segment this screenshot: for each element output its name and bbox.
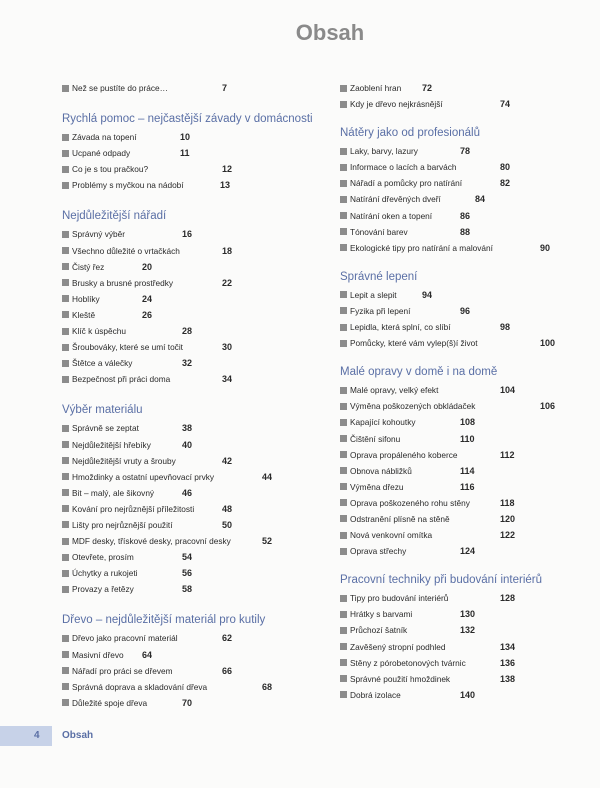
bullet-square-icon (340, 340, 347, 347)
section-heading: Malé opravy v domě i na domě (340, 366, 498, 379)
toc-entry-page-number: 118 (500, 497, 515, 508)
toc-entry-page-number: 136 (500, 657, 516, 668)
bullet-square-icon (340, 244, 347, 251)
footer-label: Obsah (62, 730, 94, 741)
toc-entry-label: Tipy pro budování interiérů (350, 593, 449, 604)
toc-entry[interactable] (340, 208, 580, 224)
toc-entry-label: Bit – malý, ale šikovný (72, 487, 155, 498)
toc-entry-page-number: 10 (180, 132, 191, 143)
bullet-square-icon (62, 473, 69, 480)
toc-entry-page-number: 20 (142, 261, 153, 272)
toc-entry-page-number: 140 (460, 689, 476, 700)
bullet-square-icon (340, 659, 347, 666)
toc-entry-page-number: 82 (500, 178, 511, 189)
toc-entry-label: Hrátky s barvami (350, 609, 413, 620)
toc-entry-page-number: 108 (460, 417, 476, 428)
toc-entry-page-number: 18 (222, 245, 233, 256)
bullet-square-icon (62, 376, 69, 383)
toc-entry[interactable] (340, 431, 580, 447)
toc-entry[interactable] (340, 479, 580, 495)
toc-entry[interactable] (340, 80, 580, 96)
toc-entry-page-number: 110 (460, 433, 475, 444)
toc-entry[interactable] (340, 527, 580, 543)
bullet-square-icon (340, 435, 347, 442)
toc-entry-page-number: 16 (182, 229, 193, 240)
footer-bar (0, 726, 52, 746)
toc-entry-page-number: 44 (262, 471, 273, 482)
toc-entry[interactable] (62, 565, 327, 581)
toc-entry[interactable] (62, 371, 327, 387)
toc-entry-page-number: 78 (460, 146, 471, 157)
toc-entry[interactable] (340, 382, 580, 398)
bullet-square-icon (340, 324, 347, 331)
toc-entry[interactable] (340, 159, 580, 175)
toc-entry[interactable] (62, 581, 327, 597)
toc-entry-label: Správně se zeptat (72, 423, 139, 434)
bullet-square-icon (62, 683, 69, 690)
toc-entry-page-number: 48 (222, 503, 233, 514)
toc-entry-label: Lepit a slepit (350, 289, 397, 300)
toc-entry-page-number: 12 (222, 164, 233, 175)
bullet-square-icon (340, 532, 347, 539)
toc-entry[interactable] (62, 339, 327, 355)
toc-entry[interactable] (340, 606, 580, 622)
toc-entry-label: Brusky a brusné prostředky (72, 277, 173, 288)
toc-entry-label: Lišty pro nejrůznější použití (72, 519, 173, 530)
bullet-square-icon (62, 263, 69, 270)
toc-entry[interactable] (62, 323, 327, 339)
toc-entry-page-number: 132 (460, 625, 476, 636)
bullet-square-icon (62, 441, 69, 448)
toc-entry-page-number: 96 (460, 305, 471, 316)
toc-entry-page-number: 72 (422, 83, 433, 93)
toc-entry[interactable] (62, 243, 327, 259)
bullet-square-icon (340, 515, 347, 522)
bullet-square-icon (62, 538, 69, 545)
toc-entry-label: Ucpané odpady (72, 148, 131, 159)
toc-entry-label: Provazy a řetězy (72, 584, 134, 595)
bullet-square-icon (62, 635, 69, 642)
toc-entry[interactable] (340, 319, 580, 335)
bullet-square-icon (62, 247, 69, 254)
toc-entry-page-number: 64 (142, 649, 153, 660)
toc-entry[interactable] (62, 80, 327, 96)
bullet-square-icon (340, 228, 347, 235)
toc-entry-label: Pomůcky, které vám vylep(š)í život (350, 338, 478, 349)
bullet-square-icon (340, 85, 347, 92)
toc-entry[interactable] (62, 679, 327, 695)
bullet-square-icon (62, 182, 69, 189)
toc-entry-page-number: 124 (460, 546, 476, 557)
toc-entry-page-number: 104 (500, 385, 516, 396)
bullet-square-icon (340, 675, 347, 682)
toc-entry-page-number: 74 (500, 99, 511, 110)
toc-entry[interactable] (340, 655, 580, 671)
bullet-square-icon (62, 505, 69, 512)
toc-entry[interactable] (62, 291, 327, 307)
toc-entry-page-number: 94 (422, 289, 433, 300)
toc-entry[interactable] (62, 161, 327, 177)
toc-entry[interactable] (62, 517, 327, 533)
section-heading: Rychlá pomoc – nejčastější závady v domácnosti (62, 113, 313, 126)
toc-entry-label: Nejdůležitější hřebíky (72, 439, 151, 450)
section-heading: Pracovní techniky při budování interiérů (340, 574, 542, 587)
bullet-square-icon (62, 85, 69, 92)
toc-entry-label: Závada na topení (72, 132, 137, 143)
toc-entry-label: Čištění sifonu (350, 433, 401, 444)
toc-entry[interactable] (340, 447, 580, 463)
bullet-square-icon (62, 166, 69, 173)
toc-entry-label: Kování pro nejrůznější příležitosti (72, 503, 195, 514)
toc-entry-page-number: 88 (460, 226, 471, 237)
toc-entry-page-number: 112 (500, 449, 515, 460)
bullet-square-icon (62, 457, 69, 464)
bullet-square-icon (340, 499, 347, 506)
toc-entry-page-number: 70 (182, 697, 193, 708)
bullet-square-icon (62, 570, 69, 577)
toc-entry[interactable] (340, 671, 580, 687)
bullet-square-icon (340, 595, 347, 602)
toc-entry[interactable] (62, 437, 327, 453)
toc-entry-label: Stěny z pórobetonových tvárnic (350, 657, 466, 668)
toc-entry[interactable] (340, 511, 580, 527)
toc-entry-page-number: 98 (500, 322, 511, 333)
toc-entry-label: Kapající kohoutky (350, 417, 416, 428)
toc-entry-page-number: 120 (500, 513, 516, 524)
toc-entry-page-number: 130 (460, 609, 476, 620)
bullet-square-icon (340, 291, 347, 298)
toc-entry-label: Co je s tou pračkou? (72, 164, 149, 175)
toc-entry[interactable] (340, 590, 580, 606)
bullet-square-icon (340, 483, 347, 490)
toc-left-column (62, 80, 327, 711)
toc-entry-label: Laky, barvy, lazury (350, 146, 418, 157)
bullet-square-icon (62, 231, 69, 238)
toc-entry-page-number: 32 (182, 358, 193, 369)
section-heading: Výběr materiálu (62, 404, 143, 417)
toc-entry-label: Výměna poškozených obkládaček (350, 401, 476, 412)
toc-entry-page-number: 84 (475, 194, 486, 205)
toc-entry[interactable] (340, 414, 580, 430)
toc-entry-page-number: 52 (262, 536, 273, 547)
toc-entry-page-number: 86 (460, 210, 471, 221)
toc-entry[interactable] (62, 485, 327, 501)
toc-entry-page-number: 26 (142, 309, 153, 320)
bullet-square-icon (340, 627, 347, 634)
toc-entry-label: Zaoblení hran (350, 83, 402, 93)
toc-entry-label: Štětce a válečky (72, 358, 133, 369)
toc-entry-label: Nová venkovní omítka (350, 530, 433, 541)
toc-entry-page-number: 28 (182, 326, 193, 337)
toc-entry[interactable] (340, 543, 580, 559)
bullet-square-icon (340, 307, 347, 314)
toc-entry-label: Kleště (72, 309, 96, 320)
toc-entry[interactable] (62, 307, 327, 323)
toc-entry[interactable] (62, 145, 327, 161)
toc-entry-label: Nářadí pro práci se dřevem (72, 665, 173, 676)
toc-entry-label: Správná doprava a skladování dřeva (72, 681, 208, 692)
toc-entry-label: Všechno důležité o vrtačkách (72, 245, 180, 256)
toc-entry-label: Malé opravy, velký efekt (350, 385, 439, 396)
bullet-square-icon (62, 150, 69, 157)
toc-entry[interactable] (62, 226, 327, 242)
bullet-square-icon (340, 387, 347, 394)
toc-entry-label: Oprava střechy (350, 546, 407, 557)
bullet-square-icon (340, 212, 347, 219)
toc-entry-label: Odstranění plísně na stěně (350, 513, 450, 524)
toc-entry[interactable] (340, 495, 580, 511)
toc-entry-page-number: 34 (222, 374, 233, 385)
toc-entry-page-number: 58 (182, 584, 193, 595)
toc-entry-label: Důležité spoje dřeva (72, 697, 148, 708)
toc-entry-label: Výměna dřezu (350, 481, 404, 492)
toc-entry[interactable] (340, 287, 580, 303)
toc-entry-label: Otevřete, prosím (72, 552, 134, 563)
footer-page-number: 4 (34, 730, 40, 741)
toc-entry-label: Průchozí šatník (350, 625, 408, 636)
toc-entry-page-number: 90 (540, 242, 551, 253)
toc-entry[interactable] (62, 647, 327, 663)
bullet-square-icon (340, 467, 347, 474)
toc-entry[interactable] (62, 469, 327, 485)
toc-entry-label: MDF desky, třískové desky, pracovní desky (72, 536, 231, 547)
toc-entry-page-number: 13 (220, 180, 231, 191)
toc-entry-label: Obnova nábližků (350, 465, 412, 476)
toc-entry-page-number: 40 (182, 439, 193, 450)
bullet-square-icon (62, 279, 69, 286)
toc-entry[interactable] (62, 533, 327, 549)
toc-entry[interactable] (340, 463, 580, 479)
toc-entry-label: Zavěšený stropní podhled (350, 641, 446, 652)
toc-entry-label: Hoblíky (72, 293, 100, 304)
bullet-square-icon (62, 328, 69, 335)
toc-entry-label: Nejdůležitější vruty a šrouby (72, 455, 176, 466)
bullet-square-icon (62, 521, 69, 528)
toc-entry-label: Klíč k úspěchu (72, 326, 126, 337)
toc-entry-label: Problémy s myčkou na nádobí (72, 180, 184, 191)
toc-entry[interactable] (62, 275, 327, 291)
toc-entry[interactable] (62, 259, 327, 275)
toc-entry-page-number: 42 (222, 455, 233, 466)
bullet-square-icon (62, 667, 69, 674)
bullet-square-icon (340, 643, 347, 650)
bullet-square-icon (62, 134, 69, 141)
toc-entry-label: Ekologické tipy pro natírání a malování (350, 242, 493, 253)
bullet-square-icon (340, 101, 347, 108)
toc-entry[interactable] (62, 663, 327, 679)
toc-entry[interactable] (340, 335, 580, 351)
toc-entry-page-number: 106 (540, 401, 556, 412)
toc-entry[interactable] (340, 143, 580, 159)
toc-entry[interactable] (340, 303, 580, 319)
bullet-square-icon (340, 611, 347, 618)
toc-entry-page-number: 128 (500, 593, 516, 604)
toc-entry-page-number: 38 (182, 423, 193, 434)
bullet-square-icon (62, 554, 69, 561)
toc-entry-label: Informace o lacích a barvách (350, 162, 457, 173)
toc-entry[interactable] (340, 191, 580, 207)
bullet-square-icon (340, 148, 347, 155)
bullet-square-icon (340, 548, 347, 555)
toc-entry[interactable] (62, 355, 327, 371)
toc-entry[interactable] (340, 96, 580, 112)
toc-entry-label: Dřevo jako pracovní materiál (72, 633, 178, 644)
toc-entry-label: Tónování barev (350, 226, 408, 237)
toc-entry-page-number: 116 (460, 481, 475, 492)
toc-entry-page-number: 66 (222, 665, 233, 676)
bullet-square-icon (62, 344, 69, 351)
toc-entry-page-number: 46 (182, 487, 193, 498)
toc-entry-label: Správné použití hmoždinek (350, 673, 451, 684)
toc-entry[interactable] (62, 695, 327, 711)
toc-entry-page-number: 122 (500, 530, 516, 541)
toc-entry[interactable] (62, 420, 327, 436)
toc-entry-page-number: 56 (182, 568, 193, 579)
toc-entry[interactable] (340, 224, 580, 240)
bullet-square-icon (62, 425, 69, 432)
section-heading: Nejdůležitější nářadí (62, 210, 167, 223)
toc-entry-label: Oprava poškozeného rohu stěny (350, 497, 470, 508)
toc-entry-page-number: 24 (142, 293, 153, 304)
toc-entry[interactable] (340, 639, 580, 655)
bullet-square-icon (62, 360, 69, 367)
toc-entry-page-number: 22 (222, 277, 233, 288)
bullet-square-icon (62, 311, 69, 318)
toc-entry-page-number: 62 (222, 633, 233, 644)
toc-entry-label: Natírání oken a topení (350, 210, 433, 221)
toc-entry[interactable] (62, 501, 327, 517)
toc-entry-page-number: 7 (222, 83, 228, 93)
toc-entry-page-number: 54 (182, 552, 193, 563)
toc-entry[interactable] (62, 177, 327, 193)
section-heading: Správné lepení (340, 270, 418, 283)
bullet-square-icon (62, 295, 69, 302)
toc-entry-page-number: 100 (540, 338, 556, 349)
toc-entry-label: Správný výběr (72, 229, 126, 240)
toc-entry-page-number: 50 (222, 519, 233, 530)
toc-entry-label: Dobrá izolace (350, 689, 401, 700)
toc-entry-page-number: 138 (500, 673, 516, 684)
toc-entry-page-number: 134 (500, 641, 516, 652)
bullet-square-icon (340, 164, 347, 171)
toc-entry[interactable] (62, 630, 327, 646)
bullet-square-icon (62, 651, 69, 658)
toc-entry-label: Fyzika při lepení (350, 305, 411, 316)
toc-entry[interactable] (340, 240, 580, 256)
toc-entry-label: Oprava propáleného koberce (350, 449, 458, 460)
bullet-square-icon (340, 196, 347, 203)
section-heading: Nátěry jako od profesionálů (340, 127, 480, 140)
toc-entry[interactable] (62, 453, 327, 469)
toc-entry[interactable] (340, 687, 580, 703)
toc-entry-label: Úchytky a rukojeti (72, 568, 138, 579)
toc-entry-label: Masivní dřevo (72, 649, 124, 660)
page-title: Obsah (295, 20, 365, 45)
bullet-square-icon (62, 489, 69, 496)
toc-entry-label: Bezpečnost při práci doma (72, 374, 171, 385)
toc-entry-page-number: 114 (460, 465, 475, 476)
toc-entry-label: Čistý řez (72, 261, 105, 272)
bullet-square-icon (340, 180, 347, 187)
bullet-square-icon (62, 699, 69, 706)
toc-entry-label: Kdy je dřevo nejkrásnější (350, 99, 443, 110)
toc-entry-label: Šroubováky, které se umí točit (72, 342, 183, 353)
toc-entry-page-number: 11 (180, 148, 190, 159)
toc-entry-label: Natírání dřevěných dveří (350, 194, 441, 205)
toc-entry-label: Lepidla, která splní, co slíbí (350, 322, 451, 333)
toc-entry[interactable] (340, 622, 580, 638)
toc-entry-label: Nářadí a pomůcky pro natírání (350, 178, 463, 189)
bullet-square-icon (340, 691, 347, 698)
toc-entry[interactable] (340, 175, 580, 191)
toc-right-column (340, 80, 580, 703)
toc-entry-label: Hmoždinky a ostatní upevňovací prvky (72, 471, 215, 482)
bullet-square-icon (340, 451, 347, 458)
toc-entry-page-number: 68 (262, 681, 273, 692)
section-heading: Dřevo – nejdůležitější materiál pro kutily (62, 614, 266, 627)
toc-entry[interactable] (62, 549, 327, 565)
toc-entry[interactable] (62, 129, 327, 145)
toc-entry-label: Než se pustíte do práce… (72, 83, 168, 93)
toc-entry-page-number: 30 (222, 342, 233, 353)
bullet-square-icon (340, 403, 347, 410)
bullet-square-icon (340, 419, 347, 426)
toc-entry[interactable] (340, 398, 580, 414)
toc-entry-page-number: 80 (500, 162, 511, 173)
bullet-square-icon (62, 586, 69, 593)
